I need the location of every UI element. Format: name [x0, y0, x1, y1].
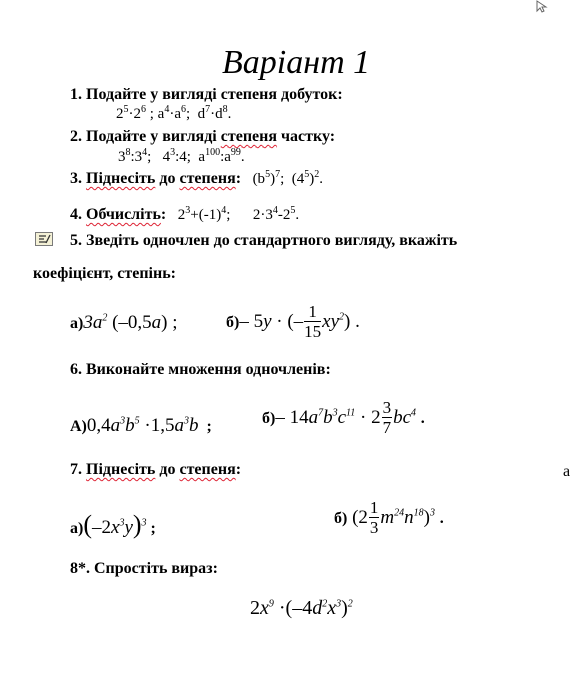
question-6-part-a: $А)0,4a^3b^5 \cdot 1,5a^3b$ ;	[70, 415, 212, 436]
question-1-heading: 1. Подайте у вигляді степеня добуток:	[70, 86, 343, 103]
question-1-expressions: $2^5\cdot 2^6$ ; $a^4\cdot a^6$; $d^7\cdot d^8$.	[116, 104, 232, 122]
page-title: Варіант 1	[222, 44, 371, 81]
question-2-heading: 2. Подайте у вигляді степеня частку:	[70, 128, 336, 145]
question-2-expressions: $3^8:3^4$; $4^3:4$; $a^{100}:a^{99}$.	[118, 147, 245, 165]
question-5-heading-line2: коефіцієнт, степінь:	[33, 265, 177, 282]
question-3-heading: 3. Піднесіть до степеня: $(b^5)^7$; $(4^5)^2$.	[70, 169, 323, 187]
question-5-heading-line1: 5. Зведіть одночлен до стандартного вигляду, вкажіть	[70, 232, 458, 249]
question-5-part-b: б)– 5y · (– $\frac{1}{15}$ $xy^2$) .	[226, 302, 360, 341]
question-7-part-b: б) (2 $\frac{1}{3}$ $m^{24}n^{18})^3$ .	[334, 498, 444, 537]
edge-letter: а	[563, 463, 570, 480]
question-6-heading: 6. Виконайте множення одночленів:	[70, 361, 331, 378]
question-8-expression: $2x^9 \cdot(-4d^2x^3)^2$	[250, 597, 353, 619]
question-7-part-a: $а)(-2x^3y)^3$ ;	[70, 510, 156, 539]
mouse-cursor-icon	[535, 0, 549, 12]
edit-note-icon[interactable]	[35, 232, 53, 246]
question-7-heading: 7. Піднесіть до степеня:	[70, 461, 242, 478]
question-4-heading: 4. Обчисліть: $2^3+(-1)^4$; $2\cdot 3^4-2^5$.	[70, 205, 300, 223]
question-6-part-b: б)– $14a^7b^3c^{11} \cdot 2$ $\frac{3}{7}$ $bc^4$ .	[262, 398, 425, 437]
question-5-part-a: $а)3a^2$ (–0,5a) ;	[70, 312, 178, 333]
question-8-heading: 8*. Спростіть вираз:	[70, 560, 218, 577]
